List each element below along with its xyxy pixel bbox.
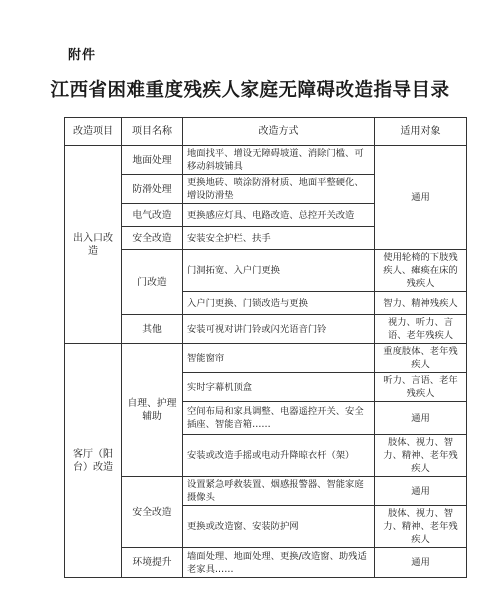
target-text: 使用轮椅的下肢残疾人、瘫痪在床的残疾人: [375, 250, 467, 292]
method-text: 空间布局和家具调整、电器遥控开关、安全插座、智能音箱……: [183, 402, 375, 435]
target-text: 视力、听力、言语、老年残疾人: [375, 315, 467, 344]
method-text: 更换或改造窗、安装防护网: [183, 506, 375, 548]
target-text: 肢体、视力、智力、精神、老年残疾人: [375, 435, 467, 477]
target-text: 通用: [375, 146, 467, 250]
item-name: 防滑处理: [122, 175, 183, 204]
item-name: 安全改造: [122, 477, 183, 548]
target-text: 通用: [375, 477, 467, 506]
method-text: 安装安全护栏、扶手: [183, 227, 375, 250]
method-text: 安装或改造手摇或电动升降晾衣杆（架）: [183, 435, 375, 477]
table-row: [65, 315, 467, 344]
target-text: 听力、言语、老年残疾人: [375, 373, 467, 402]
table-row: [65, 548, 467, 578]
item-name: 门改造: [122, 250, 183, 315]
method-text: 门洞拓宽、入户门更换: [183, 250, 375, 292]
table-row: [65, 146, 467, 175]
method-text: 地面找平、增设无障碍坡道、消除门槛、可移动斜坡铺具: [183, 146, 375, 175]
method-text: 更换地砖、喷涂防滑材质、地面平整硬化、增设防滑垫: [183, 175, 375, 204]
method-text: 更换感应灯具、电路改造、总控开关改造: [183, 204, 375, 227]
item-name: 安全改造: [122, 227, 183, 250]
method-text: 实时字幕机顶盒: [183, 373, 375, 402]
table-row: [65, 344, 467, 373]
item-name: 地面处理: [122, 146, 183, 175]
column-header: 改造方式: [183, 118, 375, 146]
target-text: 通用: [375, 402, 467, 435]
method-text: 设置紧急呼救装置、烟感报警器、智能家庭摄像头: [183, 477, 375, 506]
table-row: [65, 250, 467, 292]
method-text: 墙面处理、地面处理、更换/改造窗、助残适老家具……: [183, 548, 375, 578]
document-title: 江西省困难重度残疾人家庭无障碍改造指导目录: [50, 80, 450, 101]
target-text: 智力、精神残疾人: [375, 292, 467, 315]
table-row: [65, 477, 467, 506]
section-name: 出入口改造: [65, 146, 122, 344]
item-name: 环境提升: [122, 548, 183, 578]
method-text: 入户门更换、门锁改造与更换: [183, 292, 375, 315]
item-name: 电气改造: [122, 204, 183, 227]
column-header: 改造项目: [65, 118, 122, 146]
table-header-row: [65, 118, 467, 146]
renovation-catalog-table: [64, 117, 467, 578]
column-header: 项目名称: [122, 118, 183, 146]
method-text: 安装可视对讲门铃或闪光语音门铃: [183, 315, 375, 344]
item-name: 其他: [122, 315, 183, 344]
target-text: 通用: [375, 548, 467, 578]
target-text: 肢体、视力、智力、精神、老年残疾人: [375, 506, 467, 548]
section-name: 客厅（阳台）改造: [65, 344, 122, 578]
item-name: 自理、护理辅助: [122, 344, 183, 477]
target-text: 重度肢体、老年残疾人: [375, 344, 467, 373]
attachment-label: 附件: [68, 48, 97, 63]
method-text: 智能窗帘: [183, 344, 375, 373]
column-header: 适用对象: [375, 118, 467, 146]
